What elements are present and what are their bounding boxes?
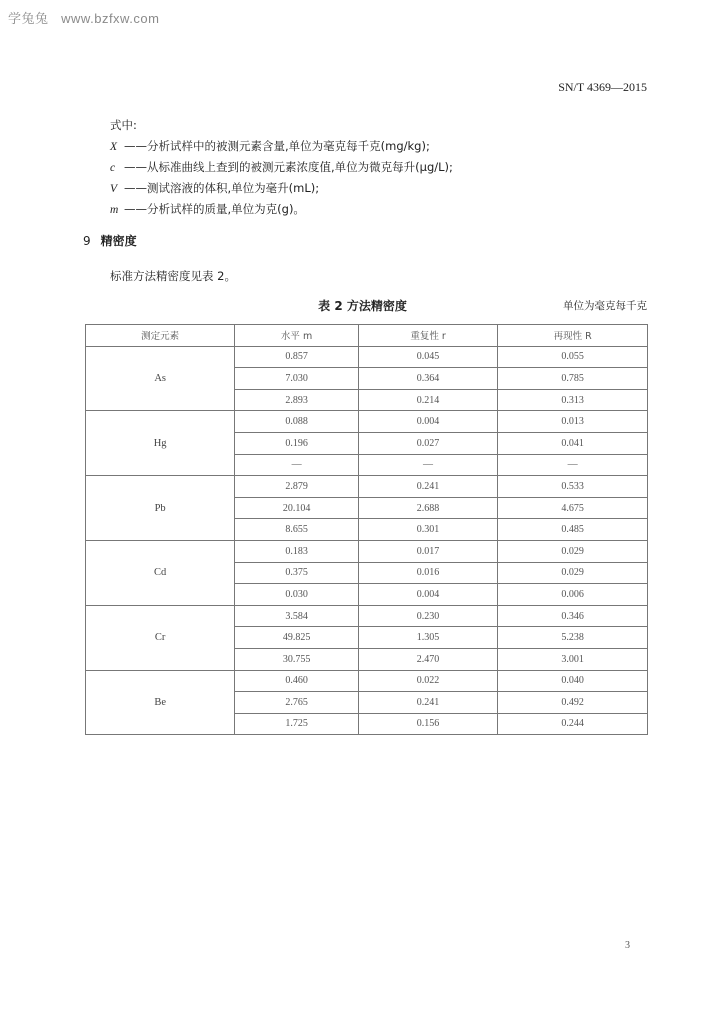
level-cell: 0.183 — [235, 540, 359, 562]
formula-label: 式中: — [110, 118, 137, 132]
variable-description: ——分析试样的质量,单位为克(g)。 — [124, 202, 305, 216]
repeatability-cell: 2.470 — [358, 648, 497, 670]
level-cell: 2.893 — [235, 389, 359, 411]
header-element: 测定元素 — [86, 325, 235, 347]
table-row — [86, 411, 648, 433]
repeatability-cell: — — [358, 454, 497, 476]
watermark-site: 学兔兔 — [8, 12, 49, 27]
reproducibility-cell: 0.533 — [498, 476, 648, 498]
watermark — [8, 8, 159, 27]
reproducibility-cell: 0.346 — [498, 605, 648, 627]
level-cell: 49.825 — [235, 627, 359, 649]
definition-row — [110, 178, 453, 199]
reproducibility-cell: 0.013 — [498, 411, 648, 433]
level-cell: 0.196 — [235, 432, 359, 454]
table-body — [86, 346, 648, 735]
element-cell: Cr — [86, 605, 235, 670]
repeatability-cell: 0.301 — [358, 519, 497, 541]
repeatability-cell: 0.214 — [358, 389, 497, 411]
table-row — [86, 346, 648, 368]
repeatability-cell: 0.004 — [358, 584, 497, 606]
variable-symbol: c — [110, 162, 116, 174]
reproducibility-cell: 0.244 — [498, 713, 648, 735]
reproducibility-cell: 0.029 — [498, 540, 648, 562]
level-cell: 2.879 — [235, 476, 359, 498]
reproducibility-cell: 0.055 — [498, 346, 648, 368]
element-cell: Pb — [86, 476, 235, 541]
reproducibility-cell: 0.485 — [498, 519, 648, 541]
reproducibility-cell: 0.040 — [498, 670, 648, 692]
repeatability-cell: 0.156 — [358, 713, 497, 735]
table-unit: 单位为毫克每千克 — [563, 300, 647, 312]
level-cell: 1.725 — [235, 713, 359, 735]
element-cell: Hg — [86, 411, 235, 476]
repeatability-cell: 0.017 — [358, 540, 497, 562]
repeatability-cell: 1.305 — [358, 627, 497, 649]
table-header-row — [86, 325, 648, 347]
level-cell: 0.030 — [235, 584, 359, 606]
variable-symbol: m — [110, 204, 119, 216]
reproducibility-cell: 0.029 — [498, 562, 648, 584]
level-cell: 30.755 — [235, 648, 359, 670]
table-row — [86, 670, 648, 692]
element-cell: Cd — [86, 540, 235, 605]
header-level: 水平 m — [235, 325, 359, 347]
level-cell: 0.857 — [235, 346, 359, 368]
reproducibility-cell: 0.041 — [498, 432, 648, 454]
definition-row — [110, 157, 453, 178]
variable-symbol: X — [110, 141, 118, 153]
header-repeatability: 重复性 r — [358, 325, 497, 347]
reproducibility-cell: 4.675 — [498, 497, 648, 519]
variable-description: ——测试溶液的体积,单位为毫升(mL); — [124, 181, 320, 195]
definition-row — [110, 136, 453, 157]
variable-description: ——从标准曲线上查到的被测元素浓度值,单位为微克每升(μg/L); — [124, 160, 453, 174]
element-cell: As — [86, 346, 235, 411]
watermark-url: www.bzfxw.com — [61, 11, 160, 26]
repeatability-cell: 0.045 — [358, 346, 497, 368]
body-paragraph: 标准方法精密度见表 2。 — [110, 269, 236, 283]
repeatability-cell: 0.027 — [358, 432, 497, 454]
section-number: 9 — [83, 234, 91, 248]
reproducibility-cell: 0.006 — [498, 584, 648, 606]
element-cell: Be — [86, 670, 235, 735]
level-cell: 20.104 — [235, 497, 359, 519]
reproducibility-cell: 0.313 — [498, 389, 648, 411]
table-row — [86, 540, 648, 562]
level-cell: 3.584 — [235, 605, 359, 627]
reproducibility-cell: — — [498, 454, 648, 476]
precision-table — [85, 324, 648, 735]
table-row — [86, 476, 648, 498]
repeatability-cell: 0.241 — [358, 476, 497, 498]
formula-definitions — [110, 115, 453, 220]
level-cell: 8.655 — [235, 519, 359, 541]
section-title: 精密度 — [100, 234, 137, 248]
standard-code: SN/T 4369—2015 — [558, 80, 647, 94]
level-cell: 0.088 — [235, 411, 359, 433]
reproducibility-cell: 3.001 — [498, 648, 648, 670]
repeatability-cell: 2.688 — [358, 497, 497, 519]
definition-row — [110, 199, 453, 220]
variable-description: ——分析试样中的被测元素含量,单位为毫克每千克(mg/kg); — [124, 139, 430, 153]
level-cell: 0.375 — [235, 562, 359, 584]
repeatability-cell: 0.016 — [358, 562, 497, 584]
repeatability-cell: 0.241 — [358, 692, 497, 714]
table-row — [86, 605, 648, 627]
repeatability-cell: 0.230 — [358, 605, 497, 627]
level-cell: 0.460 — [235, 670, 359, 692]
reproducibility-cell: 5.238 — [498, 627, 648, 649]
reproducibility-cell: 0.785 — [498, 368, 648, 390]
level-cell: 2.765 — [235, 692, 359, 714]
level-cell: 7.030 — [235, 368, 359, 390]
repeatability-cell: 0.364 — [358, 368, 497, 390]
variable-symbol: V — [110, 183, 118, 195]
reproducibility-cell: 0.492 — [498, 692, 648, 714]
table-caption: 表 2 方法精密度 — [318, 299, 407, 313]
level-cell: — — [235, 454, 359, 476]
header-reproducibility: 再现性 R — [498, 325, 648, 347]
repeatability-cell: 0.004 — [358, 411, 497, 433]
section-heading — [83, 232, 137, 249]
repeatability-cell: 0.022 — [358, 670, 497, 692]
page-number: 3 — [625, 940, 630, 951]
